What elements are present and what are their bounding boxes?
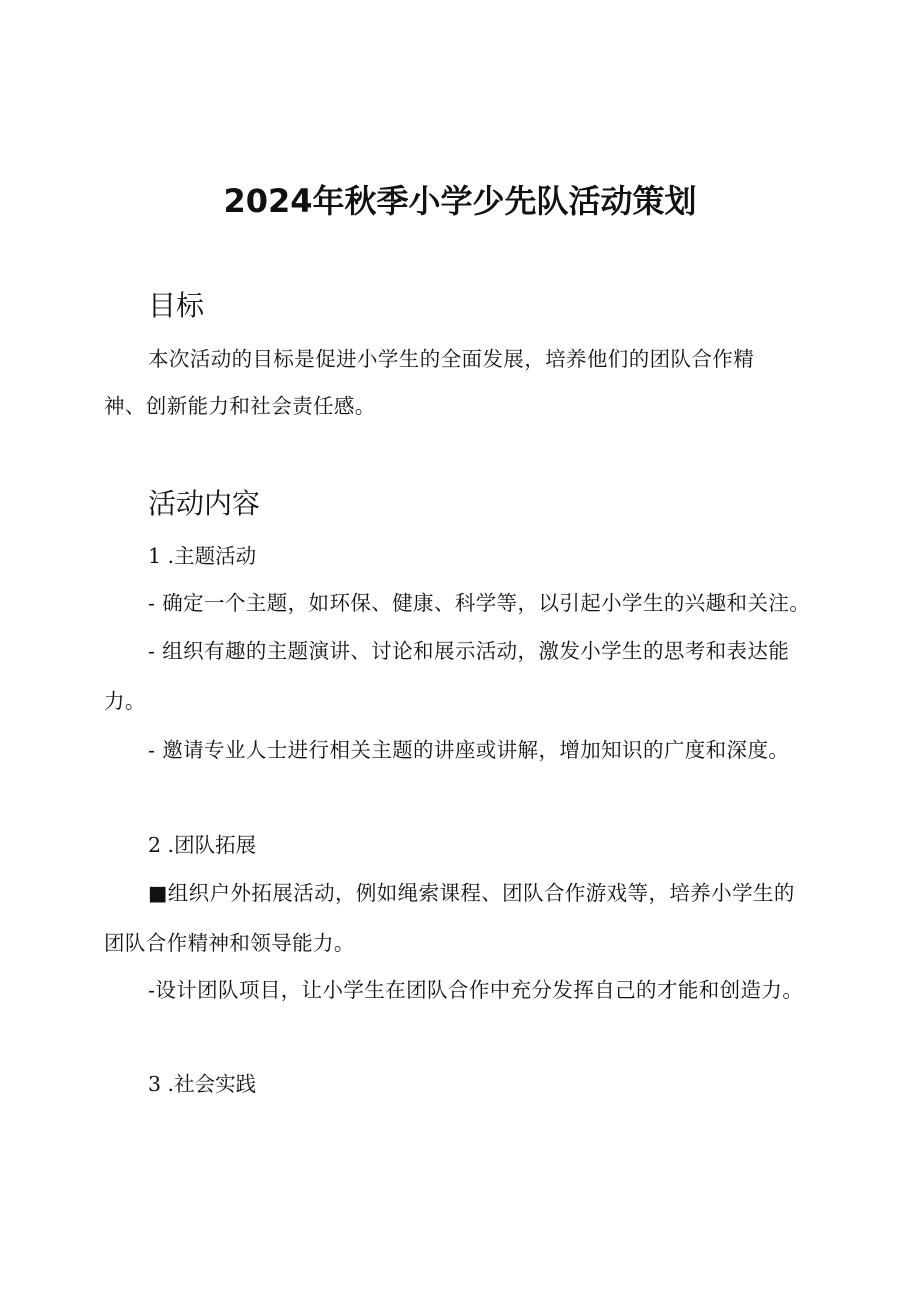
section-heading-goal: 目标 [148,289,205,322]
team-expansion-line-1: ■组织户外拓展活动，例如绳索课程、团队合作游戏等，培养小学生的 [148,881,795,905]
team-expansion-line-3: -设计团队项目，让小学生在团队合作中充分发挥自己的才能和创造力。 [148,978,804,1002]
item-title-theme-activity: 1 .主题活动 [148,544,257,568]
goal-paragraph-line-2: 神、创新能力和社会责任感。 [104,394,376,418]
document-title: 2024年秋季小学少先队活动策划 [223,182,697,220]
goal-paragraph-line-1: 本次活动的目标是促进小学生的全面发展，培养他们的团队合作精 [148,347,755,371]
theme-activity-line-4: - 邀请专业人士进行相关主题的讲座或讲解，增加知识的广度和深度。 [148,738,790,762]
theme-activity-line-3: 力。 [104,689,146,713]
theme-activity-line-1: - 确定一个主题，如环保、健康、科学等，以引起小学生的兴趣和关注。 [148,591,811,615]
item-title-social-practice: 3 .社会实践 [148,1072,257,1096]
section-heading-activities: 活动内容 [148,487,261,520]
team-expansion-line-2: 团队合作精神和领导能力。 [104,931,355,955]
item-title-team-expansion: 2 .团队拓展 [148,833,257,857]
theme-activity-line-2: - 组织有趣的主题演讲、讨论和展示活动，激发小学生的思考和表达能 [148,639,790,663]
